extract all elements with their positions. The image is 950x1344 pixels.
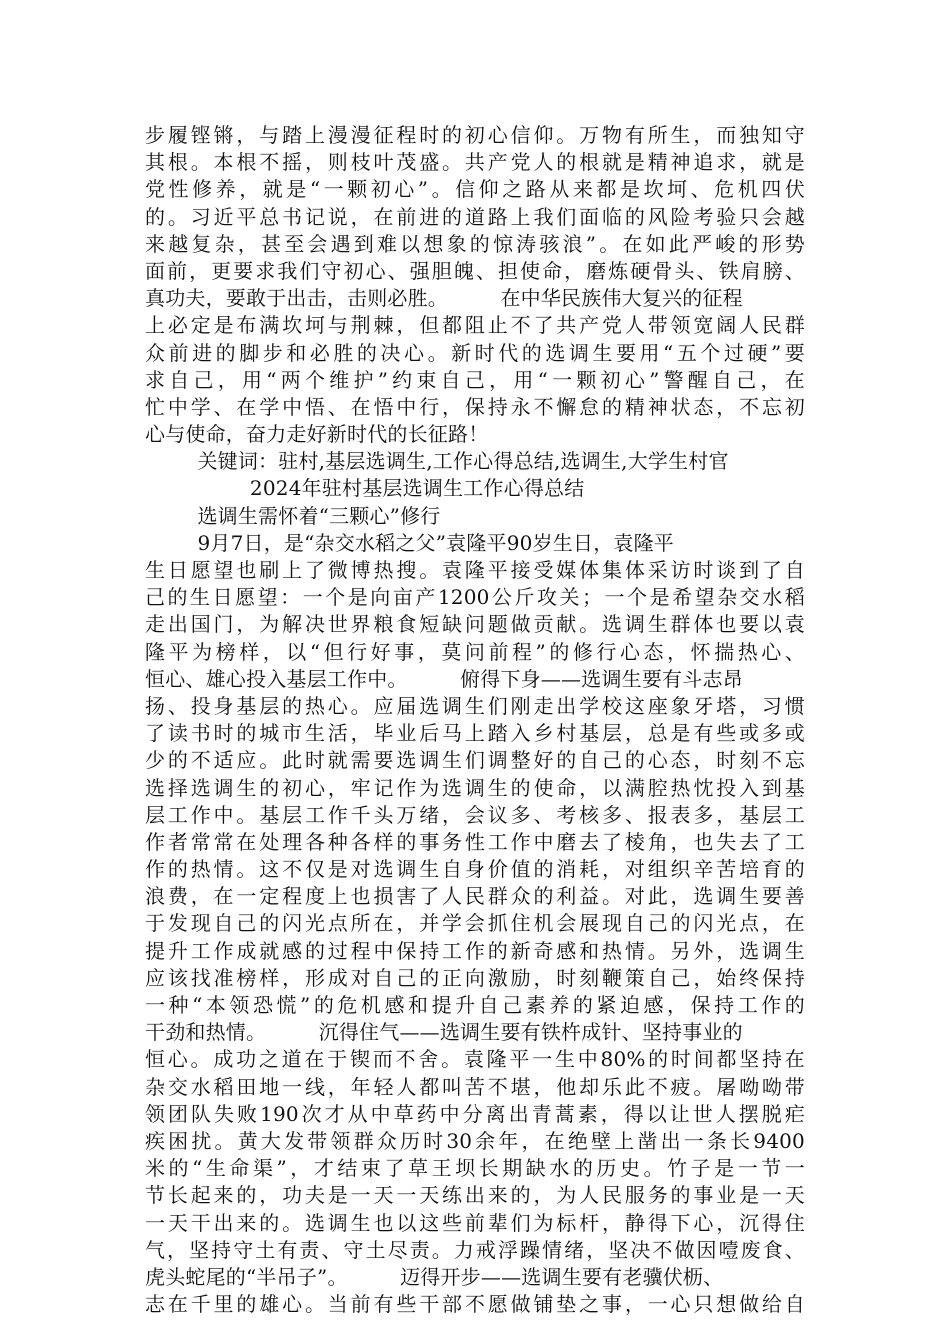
article-title: 2024年驻村基层选调生工作心得总结: [145, 476, 585, 501]
text-line: 米的“生命渠”，才结束了草王坝长期缺水的历史。竹子是一节一: [145, 1156, 805, 1181]
text-line: 求自己，用“两个维护”约束自己，用“一颗初心”警醒自己，在: [145, 367, 805, 392]
text-line: 疾困扰。黄大发带领群众历时30余年，在绝壁上凿出一条长9400: [145, 1128, 805, 1153]
text-line: 9月7日，是“杂交水稻之父”袁隆平90岁生日，袁隆平: [145, 530, 675, 555]
article-body: [145, 122, 805, 1318]
text-line: 一天干出来的。选调生也以这些前辈们为标杆，静得下心，沉得住: [145, 1210, 805, 1235]
text-line: 选择选调生的初心，牢记作为选调生的使命，以满腔热忱投入到基: [145, 775, 805, 800]
text-line: 杂交水稻田地一线，年轻人都叫苦不堪，他却乐此不疲。屠呦呦带: [145, 1074, 805, 1099]
text-line: 节长起来的，功夫是一天一天练出来的，为人民服务的事业是一天: [145, 1183, 805, 1208]
text-line: 忙中学、在学中悟、在悟中行，保持永不懈怠的精神状态，不忘初: [145, 394, 805, 419]
text-line: 步履铿锵，与踏上漫漫征程时的初心信仰。万物有所生，而独知守: [145, 123, 805, 147]
text-line: 浪费，在一定程度上也损害了人民群众的利益。对此，选调生要善: [145, 884, 805, 909]
text-line: 己的生日愿望：一个是向亩产1200公斤攻关；一个是希望杂交水稻: [145, 585, 805, 610]
text-line: 上必定是布满坎坷与荆棘，但都阻止不了共产党人带领宽阔人民群: [145, 313, 805, 338]
text-line: 党性修养，就是“一颗初心”。信仰之路从来都是坎坷、危机四伏: [145, 177, 805, 202]
text-line: 心与使命，奋力走好新时代的长征路！: [145, 422, 489, 447]
text-line: 干劲和热情。 沉得住气——选调生要有铁杵成针、坚持事业的: [145, 1020, 743, 1045]
text-line: 作者常常在处理各种各样的事务性工作中磨去了棱角，也失去了工: [145, 829, 805, 854]
text-line: 的。习近平总书记说，在前进的道路上我们面临的风险考验只会越: [145, 204, 805, 229]
text-line: 恒心。成功之道在于锲而不舍。袁隆平一生中80%的时间都坚持在: [145, 1047, 805, 1072]
text-line: 扬、投身基层的热心。应届选调生们刚走出学校这座象牙塔，习惯: [145, 693, 805, 718]
keywords-line: 关键词：驻村,基层选调生,工作心得总结,选调生,大学生村官: [145, 449, 729, 474]
text-line: 领团队失败190次才从中草药中分离出青蒿素，得以让世人摆脱疟: [145, 1101, 805, 1126]
text-line: 气，坚持守土有责、守土尽责。力戒浮躁情绪，坚决不做因噎废食、: [145, 1237, 805, 1262]
text-line: 走出国门，为解决世界粮食短缺问题做贡献。选调生群体也要以袁: [145, 612, 805, 637]
text-line: 少的不适应。此时就需要选调生们调整好的自己的心态，时刻不忘: [145, 748, 805, 773]
text-line: 了读书时的城市生活，毕业后马上踏入乡村基层，总是有些或多或: [145, 721, 805, 746]
text-line: 作的热情。这不仅是对选调生自身价值的消耗，对组织辛苦培育的: [145, 857, 805, 882]
text-line: 隆平为榜样，以“但行好事，莫问前程”的修行心态，怀揣热心、: [145, 639, 805, 664]
text-line: 一种“本领恐慌”的危机感和提升自己素养的紧迫感，保持工作的: [145, 993, 805, 1017]
text-line: 来越复杂，甚至会遇到难以想象的惊涛骇浪”。在如此严峻的形势: [145, 231, 805, 256]
text-line: 其根。本根不摇，则枝叶茂盛。共产党人的根就是精神追求，就是: [145, 150, 805, 175]
text-line: 于发现自己的闪光点所在，并学会抓住机会展现自己的闪光点，在: [145, 911, 805, 936]
article-subtitle: 选调生需怀着“三颗心”修行: [145, 503, 441, 528]
text-line: 恒心、雄心投入基层工作中。 俯得下身——选调生要有斗志昂: [145, 666, 743, 691]
text-line: 众前进的脚步和必胜的决心。新时代的选调生要用“五个过硬”要: [145, 340, 805, 365]
text-line: 生日愿望也刷上了微博热搜。袁隆平接受媒体集体采访时谈到了自: [145, 558, 805, 582]
text-line: 层工作中。基层工作千头万绪，会议多、考核多、报表多，基层工: [145, 802, 805, 827]
text-line: 应该找准榜样，形成对自己的正向激励，时刻鞭策自己，始终保持: [145, 965, 805, 990]
text-line: 提升工作成就感的过程中保持工作的新奇感和热情。另外，选调生: [145, 938, 805, 963]
text-line: 虎头蛇尾的“半吊子”。 迈得开步——选调生要有老骥伏枥、: [145, 1264, 724, 1289]
text-line: 面前，更要求我们守初心、强胆魄、担使命，磨炼硬骨头、铁肩膀、: [145, 258, 805, 283]
text-line: 志在千里的雄心。当前有些干部不愿做铺垫之事，一心只想做给自: [145, 1292, 805, 1317]
text-line: 真功夫，要敢于出击，击则必胜。 在中华民族伟大复兴的征程: [145, 286, 743, 311]
